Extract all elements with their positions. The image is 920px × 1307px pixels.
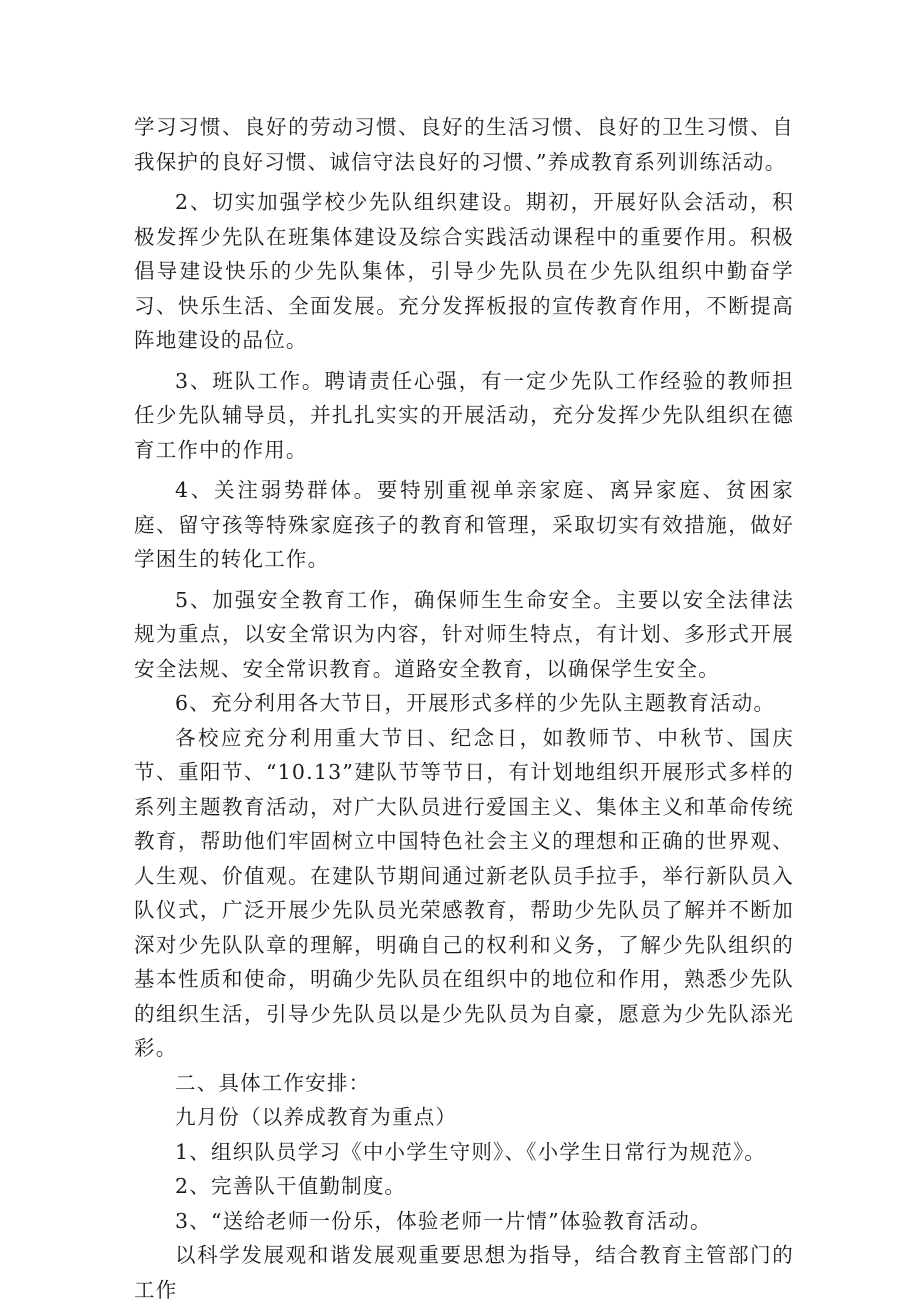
paragraph-festival-details: 各校应充分利用重大节日、纪念日，如教师节、中秋节、国庆节、重阳节、“10.13”建队节等节日，有计划地组织开展形式多样的系列主题教育活动，对广大队员进行爱国主义、集体主义和革命传统教育，帮助他们牢固树立中国特色社会主义的理想和正确的世界观、人生观、价值观。在建队节期间通过新老队员手拉手，举行新队员入队仪式，广泛开展少先队员光荣感教育，帮助少先队员了解并不断加深对少先队队章的理解，明确自己的权利和义务，了解少先队组织的基本性质和使命，明确少先队员在组织中的地位和作用，熟悉少先队的组织生活，引导少先队员以是少先队员为自豪，愿意为少先队添光彩。 bbox=[134, 725, 794, 1060]
list-item-september-3: 3、“送给老师一份乐，体验老师一片情”体验教育活动。 bbox=[175, 1208, 712, 1233]
document-body bbox=[134, 110, 794, 1307]
paragraph-item-2-organization: 2、切实加强学校少先队组织建设。期初，开展好队会活动，积极发挥少先队在班集体建设及综合实践活动课程中的重要作用。积极倡导建设快乐的少先队集体，引导少先队员在少先队组织中勤奋学习、快乐生活、全面发展。充分发挥板报的宣传教育作用，不断提高阵地建设的品位。 bbox=[134, 190, 794, 352]
paragraph-item-3-class-work: 3、班队工作。聘请责任心强，有一定少先队工作经验的教师担任少先队辅导员，并扎扎实实的开展活动，充分发挥少先队组织在德育工作中的作用。 bbox=[134, 368, 794, 462]
paragraph-item-6-festivals: 6、充分利用各大节日，开展形式多样的少先队主题教育活动。 bbox=[175, 691, 776, 715]
list-item-september-1: 1、组织队员学习《中小学生守则》、《小学生日常行为规范》。 bbox=[175, 1139, 767, 1164]
section-heading-arrangements: 二、具体工作安排： bbox=[175, 1070, 371, 1095]
month-heading-september: 九月份（以养成教育为重点） bbox=[175, 1105, 458, 1129]
list-item-september-2: 2、完善队干值勤制度。 bbox=[175, 1174, 407, 1198]
paragraph-habits-continued: 学习习惯、良好的劳动习惯、良好的生活习惯、良好的卫生习惯、自我保护的良好习惯、诚信守法良好的习惯、”养成教育系列训练活动。 bbox=[134, 115, 794, 174]
paragraph-item-5-safety: 5、加强安全教育工作，确保师生生命安全。主要以安全法律法规为重点，以安全常识为内容，针对师生特点，有计划、多形式开展安全法规、安全常识教育。道路安全教育，以确保学生安全。 bbox=[134, 587, 794, 681]
paragraph-guiding-ideology: 以科学发展观和谐发展观重要思想为指导，结合教育主管部门的工作 bbox=[134, 1243, 794, 1302]
paragraph-item-4-vulnerable-groups: 4、关注弱势群体。要特别重视单亲家庭、离异家庭、贫困家庭、留守孩等特殊家庭孩子的教育和管理，采取切实有效措施，做好学困生的转化工作。 bbox=[134, 478, 794, 571]
